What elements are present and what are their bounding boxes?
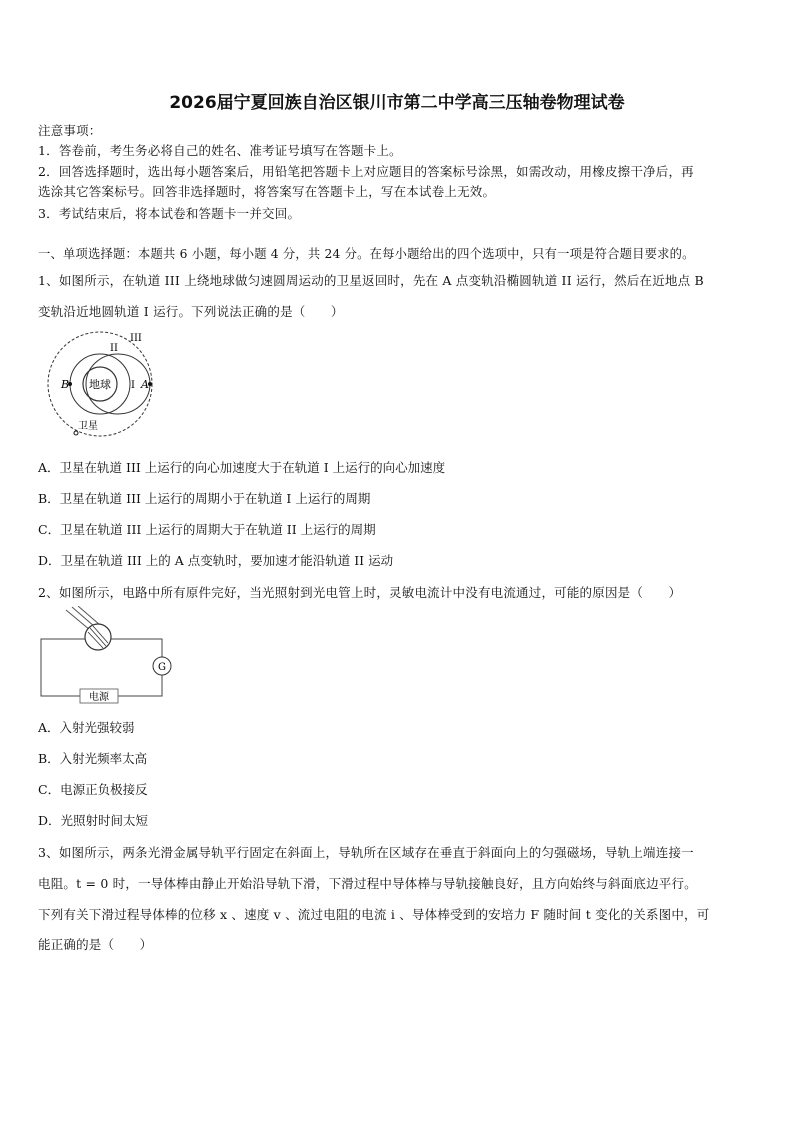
notice-item: 2．回答选择题时，选出每小题答案后，用铅笔把答题卡上对应题目的答案标号涂黑，如需改动，用橡皮擦干净后，再 (38, 164, 694, 179)
wire (118, 675, 162, 696)
q1-option-c[interactable]: C．卫星在轨道 III 上运行的周期大于在轨道 II 上运行的周期 (38, 522, 376, 537)
notice-item: 3．考试结束后，将本试卷和答题卡一并交回。 (38, 206, 301, 221)
q1-stem-line: 变轨沿近地圆轨道 I 运行。下列说法正确的是（ ） (38, 304, 344, 319)
label-b: B (61, 378, 70, 391)
label-i: I (131, 380, 135, 391)
q2-option-d[interactable]: D．光照射时间太短 (38, 813, 149, 828)
page-title: 2026届宁夏回族自治区银川市第二中学高三压轴卷物理试卷 (169, 93, 625, 113)
section-heading: 一、单项选择题：本题共 6 小题，每小题 4 分，共 24 分。在每小题给出的四个选项中，只有一项是符合题目要求的。 (38, 247, 695, 261)
galvanometer-label: G (158, 662, 166, 673)
q2-option-b[interactable]: B．入射光频率太高 (38, 751, 148, 766)
circuit-diagram (38, 606, 178, 706)
earth-label: 地球 (89, 378, 111, 391)
orbit-diagram (38, 326, 168, 442)
q1-option-d[interactable]: D．卫星在轨道 III 上的 A 点变轨时，要加速才能沿轨道 II 运动 (38, 553, 394, 568)
wire (41, 639, 85, 696)
q3-stem-line: 下列有关下滑过程导体棒的位移 x 、速度 v 、流过电阻的电流 i 、导体棒受到的安培力 F 随时间 t 变化的关系图中，可 (38, 907, 710, 922)
q1-option-a[interactable]: A．卫星在轨道 III 上运行的向心加速度大于在轨道 I 上运行的向心加速度 (38, 460, 446, 475)
q3-stem-line: 电阻。t = 0 时，一导体棒由静止开始沿导轨下滑，下滑过程中导体棒与导轨接触良好，且方向始终与斜面底边平行。 (38, 876, 697, 891)
label-ii: II (110, 343, 118, 354)
power-source-label: 电源 (89, 692, 109, 703)
label-a: A (141, 378, 149, 391)
notice-item: 选涂其它答案标号。回答非选择题时，将答案写在答题卡上，写在本试卷上无效。 (38, 184, 496, 199)
wire (111, 639, 162, 657)
notice-item: 1．答卷前，考生务必将自己的姓名、准考证号填写在答题卡上。 (38, 143, 402, 158)
q3-stem-line: 3、如图所示，两条光滑金属导轨平行固定在斜面上，导轨所在区域存在垂直于斜面向上的匀强磁场，导轨上端连接一 (38, 845, 694, 860)
satellite-label: 卫星 (78, 421, 98, 432)
label-iii: III (130, 333, 142, 344)
q2-option-a[interactable]: A．入射光强较弱 (38, 720, 135, 735)
q3-stem-line: 能正确的是（ ） (38, 937, 153, 952)
q1-option-b[interactable]: B．卫星在轨道 III 上运行的周期小于在轨道 I 上运行的周期 (38, 491, 371, 506)
notice-heading: 注意事项： (38, 123, 102, 138)
q2-stem: 2、如图所示，电路中所有原件完好，当光照射到光电管上时，灵敏电流计中没有电流通过，可能的原因是（ ） (38, 585, 682, 600)
q1-stem-line: 1、如图所示，在轨道 III 上绕地球做匀速圆周运动的卫星返回时，先在 A 点变轨沿椭圆轨道 II 运行，然后在近地点 B (38, 273, 704, 288)
q2-option-c[interactable]: C．电源正负极接反 (38, 782, 148, 797)
